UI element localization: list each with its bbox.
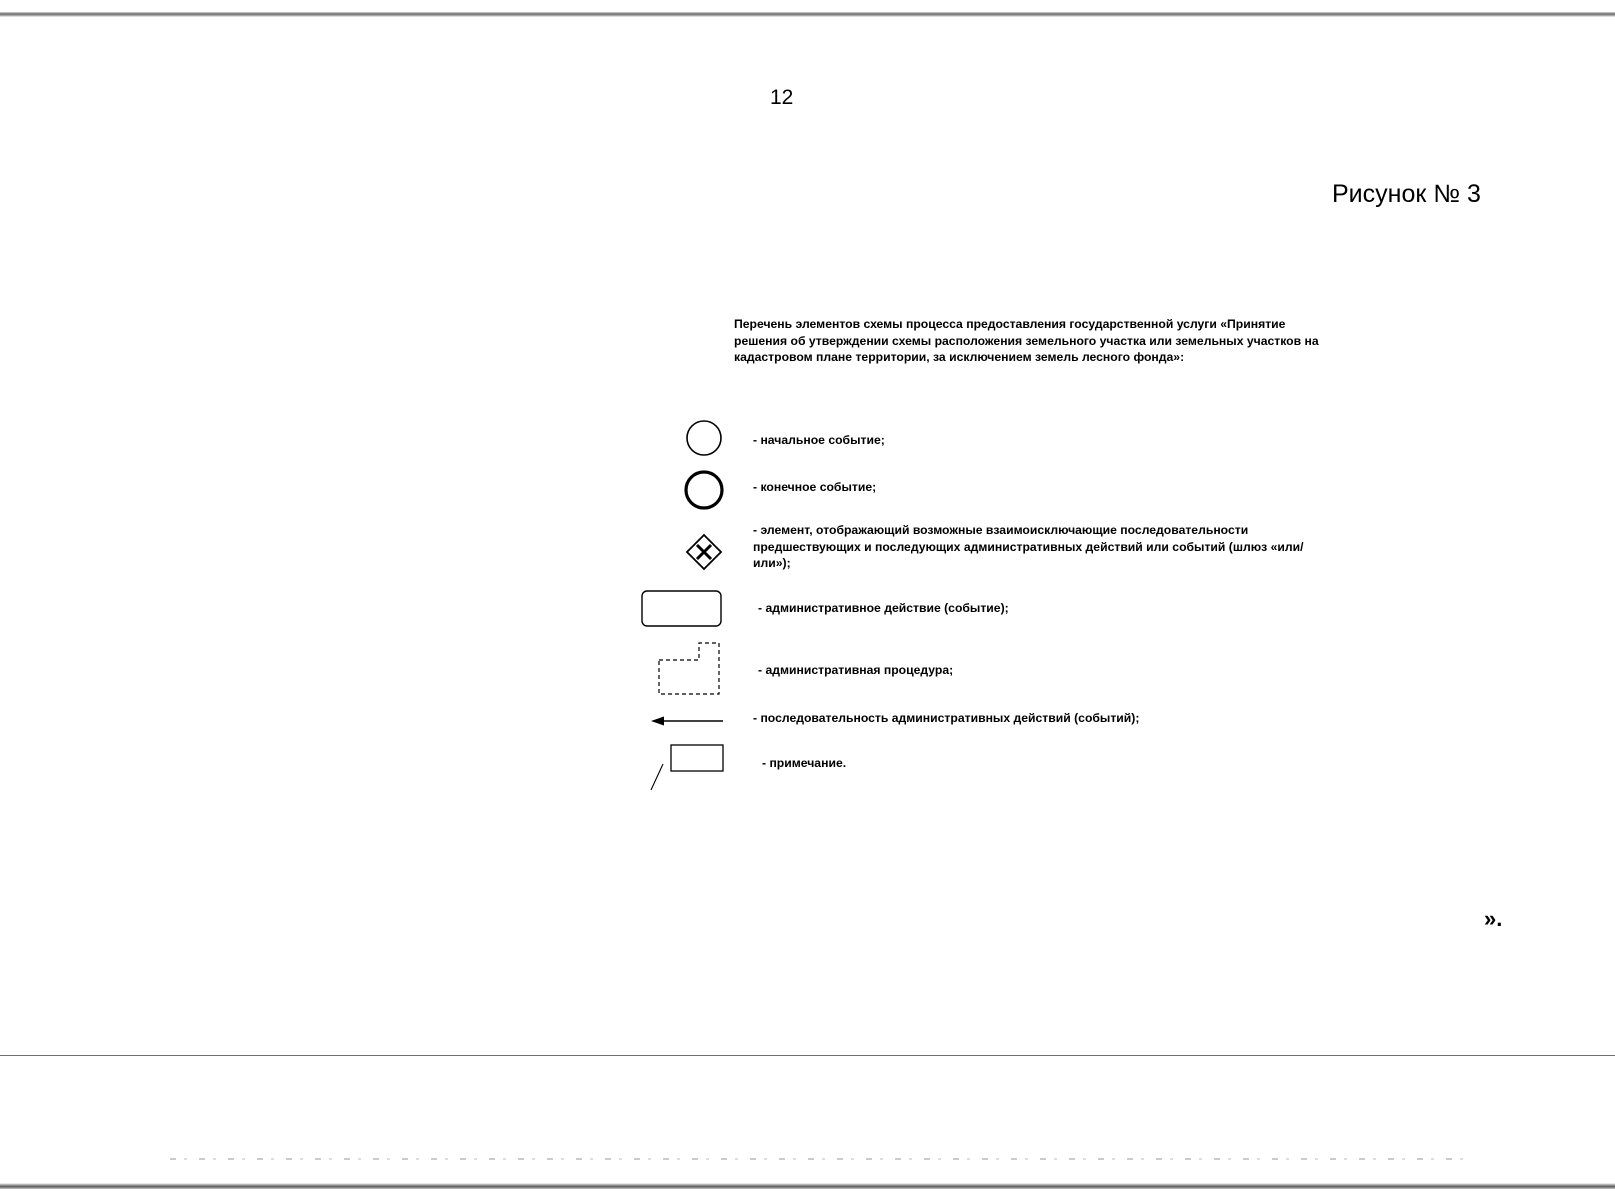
legend-item-note: - примечание.	[762, 756, 847, 770]
figure-label: Рисунок № 3	[1332, 180, 1481, 208]
scan-edge-bottom	[0, 1183, 1615, 1189]
exclusive-gateway-diamond-icon	[687, 535, 721, 569]
legend-item-administrative-procedure: - административная процедура;	[758, 663, 954, 677]
page-divider	[0, 1055, 1615, 1056]
scan-noise	[170, 1158, 1470, 1160]
legend-item-start-event: - начальное событие;	[753, 433, 885, 447]
legend-intro-text: Перечень элементов схемы процесса предоставления государственной услуги «Принятие решения об утверждении схемы расположения земельного участка или земельных участков на кадастровом плане территории, за исключением земель лесного фонда»:	[734, 317, 1319, 364]
sequence-arrow-icon	[651, 717, 723, 726]
legend-item-sequence: - последовательность административных действий (событий);	[753, 711, 1140, 725]
legend-item-end-event: - конечное событие;	[753, 480, 877, 494]
legend-item-administrative-action: - административное действие (событие);	[758, 601, 1009, 615]
closing-quote: ».	[1484, 906, 1503, 931]
page-number: 12	[770, 86, 794, 109]
end-event-circle-icon	[686, 472, 722, 508]
start-event-circle-icon	[687, 421, 721, 455]
administrative-action-rectangle-icon	[642, 591, 721, 626]
administrative-procedure-dashed-icon	[659, 643, 719, 694]
legend-item-exclusive-gateway: - элемент, отображающий возможные взаимоисключающие последовательности предшествующих и последующих административных действий или событий (шлюз «или/или»);	[753, 523, 1304, 570]
note-annotation-icon	[651, 745, 723, 790]
